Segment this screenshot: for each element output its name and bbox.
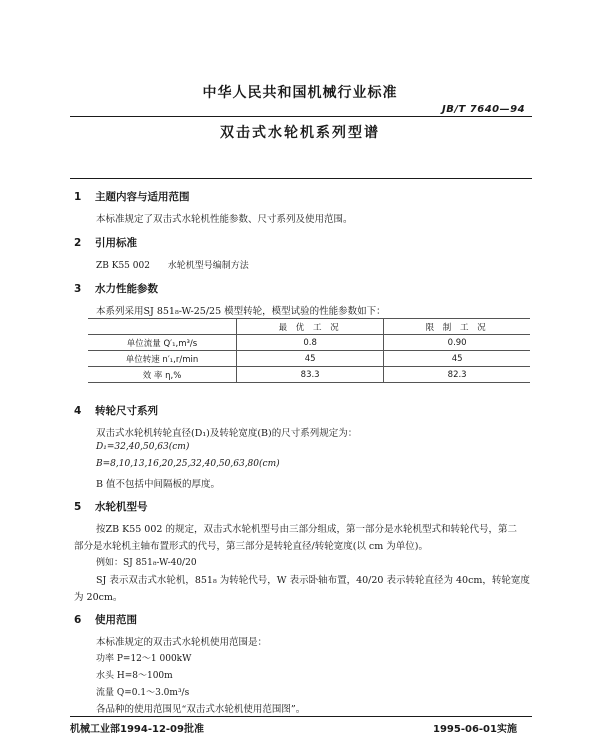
section-number: 4 — [74, 405, 82, 417]
section-number: 1 — [74, 191, 82, 203]
section-number: 3 — [74, 283, 82, 295]
table-row — [88, 335, 530, 351]
header-rule — [70, 116, 532, 117]
head-range: 水头 H=8～100m — [96, 671, 173, 681]
table-row — [88, 367, 530, 383]
reference-code: ZB K55 002 — [96, 261, 150, 271]
footer-rule — [70, 716, 532, 717]
section-number: 2 — [74, 237, 82, 249]
approval-date: 机械工业部1994-12-09批准 — [70, 724, 204, 735]
section-3-intro: 本系列采用SJ 851₈-W-25/25 模型转轮，模型试验的性能参数如下： — [96, 306, 386, 317]
section-6-heading — [74, 612, 137, 627]
section-title: 主题内容与适用范围 — [95, 191, 190, 203]
section-5-heading — [74, 499, 148, 514]
section-4-intro: 双击式水轮机转轮直径(D₁)及转轮宽度(B)的尺寸系列规定为： — [96, 428, 358, 439]
section-5-para-line-4: 为 20cm。 — [74, 592, 123, 603]
section-3-heading — [74, 281, 158, 296]
standard-organization: 中华人民共和国机械行业标准 — [202, 85, 398, 101]
usage-range-note: 各品种的使用范围见“双击式水轮机使用范围图”。 — [96, 704, 306, 715]
power-range: 功率 P=12～1 000kW — [96, 654, 192, 664]
section-4-heading — [74, 403, 158, 418]
table-header-cell: 限 制 工 况 — [384, 319, 530, 335]
section-number: 6 — [74, 614, 82, 626]
table-cell: 单位转速 n′₁,r/min — [88, 351, 237, 367]
table-header-cell: 最 优 工 况 — [237, 319, 384, 335]
section-title: 水轮机型号 — [95, 501, 148, 513]
reference-standard — [96, 258, 249, 271]
table-cell: 效 率 η,% — [88, 367, 237, 383]
section-title: 使用范围 — [95, 614, 137, 626]
table-cell: 0.90 — [384, 335, 530, 351]
performance-table — [88, 318, 530, 383]
section-number: 5 — [74, 501, 82, 513]
table-header-row — [88, 319, 530, 335]
table-cell: 45 — [384, 351, 530, 367]
reference-title: 水轮机型号编制方法 — [167, 261, 249, 271]
flow-range: 流量 Q=0.1～3.0m³/s — [96, 688, 190, 698]
section-title: 引用标准 — [95, 237, 137, 249]
table-cell: 45 — [237, 351, 384, 367]
width-note: B 值不包括中间隔板的厚度。 — [96, 479, 221, 490]
implementation-date: 1995-06-01实施 — [433, 724, 517, 735]
table-row — [88, 351, 530, 367]
table-cell: 单位流量 Q′₁,m³/s — [88, 335, 237, 351]
table-header-cell — [88, 319, 237, 335]
section-1-text: 本标准规定了双击式水轮机性能参数、尺寸系列及使用范围。 — [96, 214, 353, 225]
diameter-series: D₁=32,40,50,63(cm) — [96, 442, 190, 452]
section-5-para-line-1: 按ZB K55 002 的规定，双击式水轮机型号由三部分组成，第一部分是水轮机型式和转轮代号，第二 — [96, 524, 517, 535]
section-1-heading — [74, 189, 190, 204]
model-example: 例如：SJ 851₈-W-40/20 — [96, 558, 197, 568]
table-cell: 83.3 — [237, 367, 384, 383]
width-series: B=8,10,13,16,20,25,32,40,50,63,80(cm) — [96, 459, 280, 469]
section-5-para-line-3: SJ 表示双击式水轮机，851₈ 为转轮代号，W 表示卧轴布置，40/20 表示转轮直径为 40cm，转轮宽度 — [96, 575, 530, 586]
section-6-intro: 本标准规定的双击式水轮机使用范围是： — [96, 637, 268, 648]
title-rule — [70, 178, 532, 179]
standard-code: JB/T 7640—94 — [442, 104, 526, 115]
table-cell: 82.3 — [384, 367, 530, 383]
document-title: 双击式水轮机系列型谱 — [220, 125, 380, 141]
section-title: 水力性能参数 — [95, 283, 158, 295]
table-cell: 0.8 — [237, 335, 384, 351]
section-2-heading — [74, 235, 137, 250]
section-title: 转轮尺寸系列 — [95, 405, 158, 417]
section-5-para-line-2: 部分是水轮机主轴布置形式的代号，第三部分是转轮直径/转轮宽度(以 cm 为单位)。 — [74, 541, 428, 552]
